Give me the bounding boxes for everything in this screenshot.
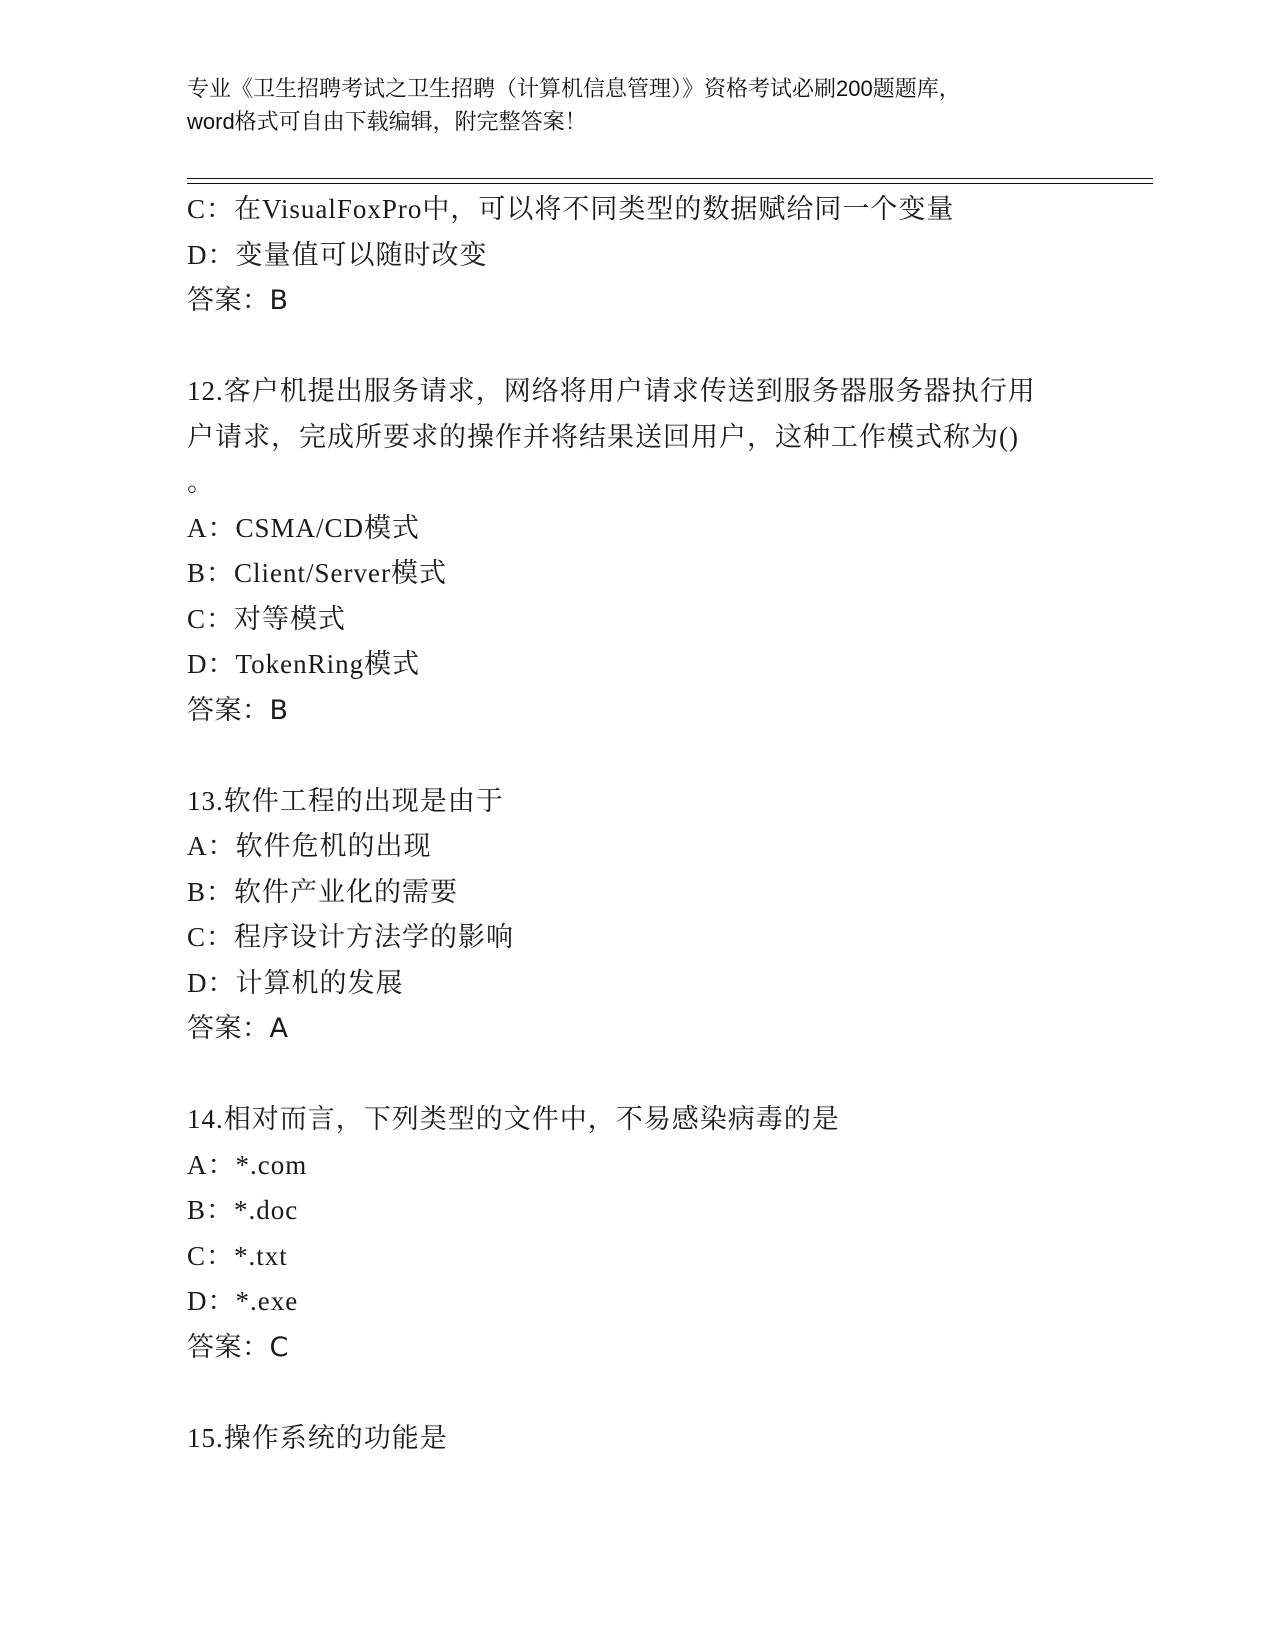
header-divider-bottom: [187, 183, 1153, 184]
question-text: 14.相对而言，下列类型的文件中，不易感染病毒的是: [187, 1104, 840, 1134]
option-c: C：对等模式: [187, 603, 347, 634]
question-block-prev: [187, 187, 1087, 324]
question-text: 12.客户机提出服务请求，网络将用户请求传送到服务器服务器执行用: [187, 376, 1036, 406]
header-title-line-1: 专业《卫生招聘考试之卫生招聘（计算机信息管理）》资格考试必刷200题题库，: [187, 76, 961, 101]
question-list: [187, 187, 1087, 1461]
question-text: 户请求，完成所要求的操作并将结果送回用户，这种工作模式称为(): [187, 421, 1019, 452]
option-d: D：TokenRing模式: [187, 649, 421, 679]
option-b: B：*.doc: [187, 1195, 299, 1225]
option-d: D：*.exe: [187, 1286, 299, 1316]
question-block-12: [187, 369, 1087, 733]
header-divider-top: [187, 178, 1153, 179]
question-text: 。: [187, 467, 215, 497]
spacer: [187, 1370, 1087, 1416]
spacer: [187, 733, 1087, 779]
header-title-line-2: word格式可自由下载编辑，附完整答案！: [187, 109, 587, 134]
document-header: [187, 72, 1087, 138]
option-a: A：软件危机的出现: [187, 831, 432, 861]
question-text: 15.操作系统的功能是: [187, 1422, 448, 1453]
option-c: C：在VisualFoxPro中，可以将不同类型的数据赋给同一个变量: [187, 194, 955, 224]
question-block-15: [187, 1416, 1087, 1462]
option-c: C：*.txt: [187, 1240, 288, 1271]
answer-line: 答案：B: [187, 694, 289, 726]
question-text: 13.软件工程的出现是由于: [187, 785, 504, 816]
option-d: D：计算机的发展: [187, 967, 404, 998]
question-block-14: [187, 1097, 1087, 1370]
option-d: D：变量值可以随时改变: [187, 239, 488, 270]
option-a: A：*.com: [187, 1149, 308, 1180]
option-b: B：软件产业化的需要: [187, 876, 459, 907]
spacer: [187, 324, 1087, 370]
answer-line: 答案：C: [187, 1331, 289, 1363]
question-block-13: [187, 779, 1087, 1052]
answer-line: 答案：A: [187, 1013, 289, 1044]
spacer: [187, 1052, 1087, 1098]
option-b: B：Client/Server模式: [187, 558, 447, 588]
option-c: C：程序设计方法学的影响: [187, 922, 515, 952]
option-a: A：CSMA/CD模式: [187, 512, 421, 543]
answer-line: 答案：B: [187, 285, 289, 316]
